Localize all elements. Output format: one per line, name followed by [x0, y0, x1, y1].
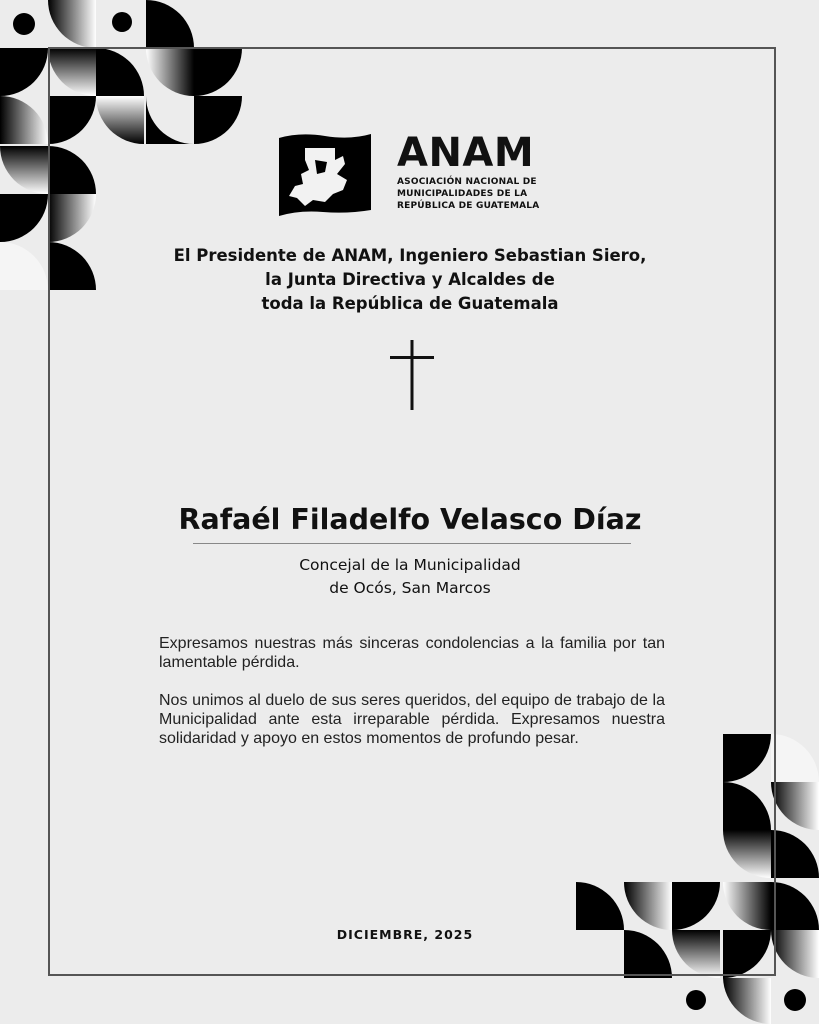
logo-subtitle-line: REPÚBLICA DE GUATEMALA [397, 201, 540, 211]
anam-logo [275, 130, 560, 218]
logo-subtitle-line: ASOCIACIÓN NACIONAL DE [397, 177, 537, 187]
logo-subtitle-line: MUNICIPALIDADES DE LA [397, 189, 528, 199]
heading [100, 244, 720, 316]
name-divider [193, 543, 631, 544]
condolence-paragraph: Expresamos nuestras más sinceras condolencias a la familia por tan lamentable pérdida. [159, 635, 665, 671]
solidarity-paragraph: Nos unimos al duelo de sus seres queridos, del equipo de trabajo de la Municipalidad ante esta irreparable pérdida. Expresamos nuestra solidaridad y apoyo en estos momentos de profundo pesar. [159, 692, 665, 747]
logo-subtitle [397, 176, 562, 212]
heading-line: El Presidente de ANAM, Ingeniero Sebastian Siero, [173, 246, 647, 265]
deceased-role [150, 554, 670, 600]
cross-icon [390, 340, 434, 410]
guatemala-map-flag-icon [275, 130, 373, 218]
heading-line: toda la República de Guatemala [261, 294, 559, 313]
date: DICIEMBRE, 2025 [336, 927, 474, 942]
deceased-name: Rafaél Filadelfo Velasco Díaz [178, 503, 642, 536]
role-line: de Ocós, San Marcos [329, 579, 491, 597]
heading-line: la Junta Directiva y Alcaldes de [265, 270, 555, 289]
logo-title: ANAM [397, 130, 535, 176]
role-line: Concejal de la Municipalidad [299, 556, 521, 574]
